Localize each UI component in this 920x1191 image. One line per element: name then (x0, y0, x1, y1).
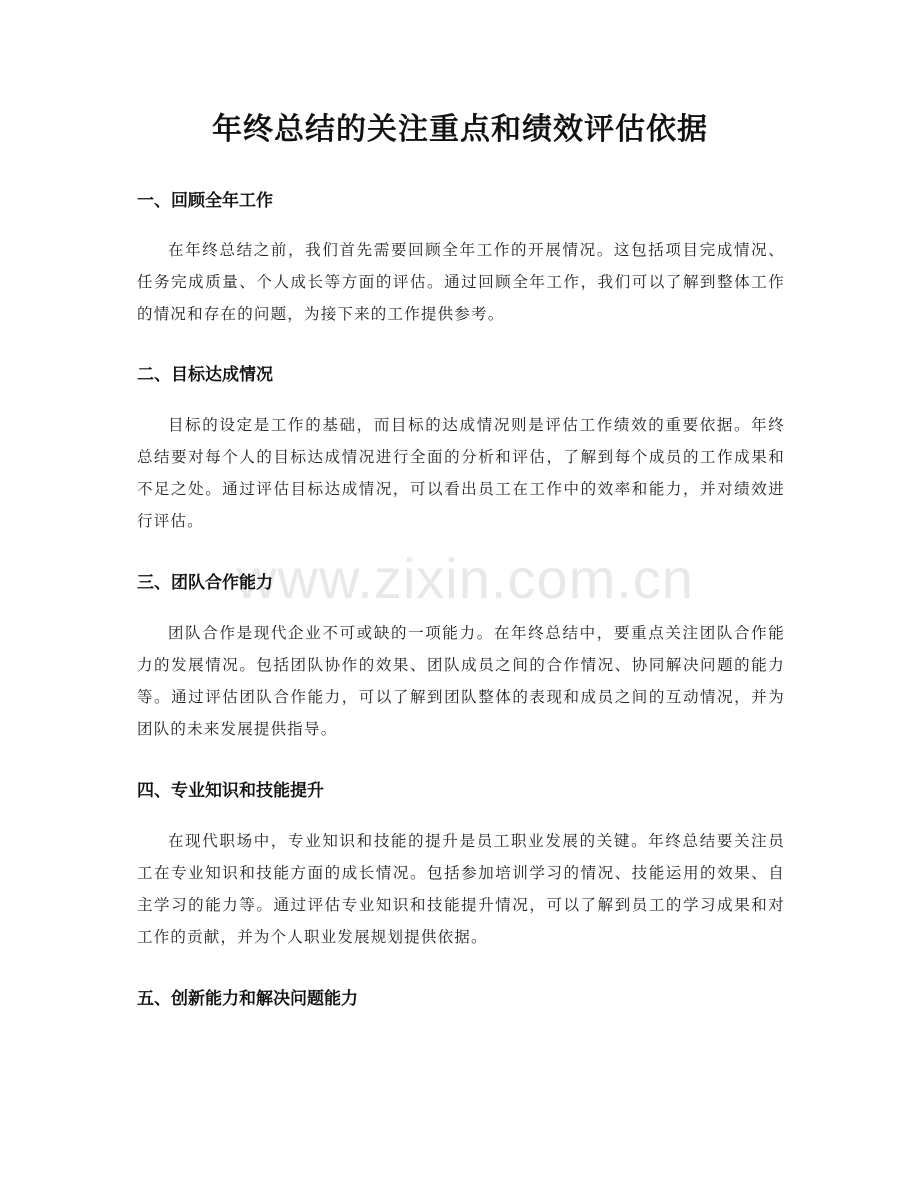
section-paragraph-2: 目标的设定是工作的基础，而目标的达成情况则是评估工作绩效的重要依据。年终总结要对每个人的目标达成情况进行全面的分析和评估，了解到每个成员的工作成果和不足之处。通过评估目标达成情况，可以看出员工在工作中的效率和能力，并对绩效进行评估。 (137, 416, 785, 530)
section-heading-1: 一、回顾全年工作 (137, 191, 273, 211)
section-heading-2: 二、目标达成情况 (137, 365, 273, 385)
section-paragraph-4: 在现代职场中，专业知识和技能的提升是员工职业发展的关键。年终总结要关注员工在专业知识和技能方面的成长情况。包括参加培训学习的情况、技能运用的效果、自主学习的能力等。通过评估专业知识和技能提升情况，可以了解到员工的学习成果和对工作的贡献，并为个人职业发展规划提供依据。 (137, 832, 785, 946)
watermark: www.zixin.com.cn (236, 547, 694, 610)
section-heading-4: 四、专业知识和技能提升 (137, 781, 324, 801)
section-paragraph-3: 团队合作是现代企业不可或缺的一项能力。在年终总结中，要重点关注团队合作能力的发展情况。包括团队协作的效果、团队成员之间的合作情况、协同解决问题的能力等。通过评估团队合作能力，可以了解到团队整体的表现和成员之间的互动情况，并为团队的未来发展提供指导。 (137, 624, 785, 738)
section-heading-5: 五、创新能力和解决问题能力 (137, 989, 358, 1009)
section-heading-3: 三、团队合作能力 (137, 573, 273, 593)
document-title: 年终总结的关注重点和绩效评估依据 (212, 112, 708, 147)
section-paragraph-1: 在年终总结之前，我们首先需要回顾全年工作的开展情况。这包括项目完成情况、任务完成质量、个人成长等方面的评估。通过回顾全年工作，我们可以了解到整体工作的情况和存在的问题，为接下来的工作提供参考。 (137, 241, 785, 323)
